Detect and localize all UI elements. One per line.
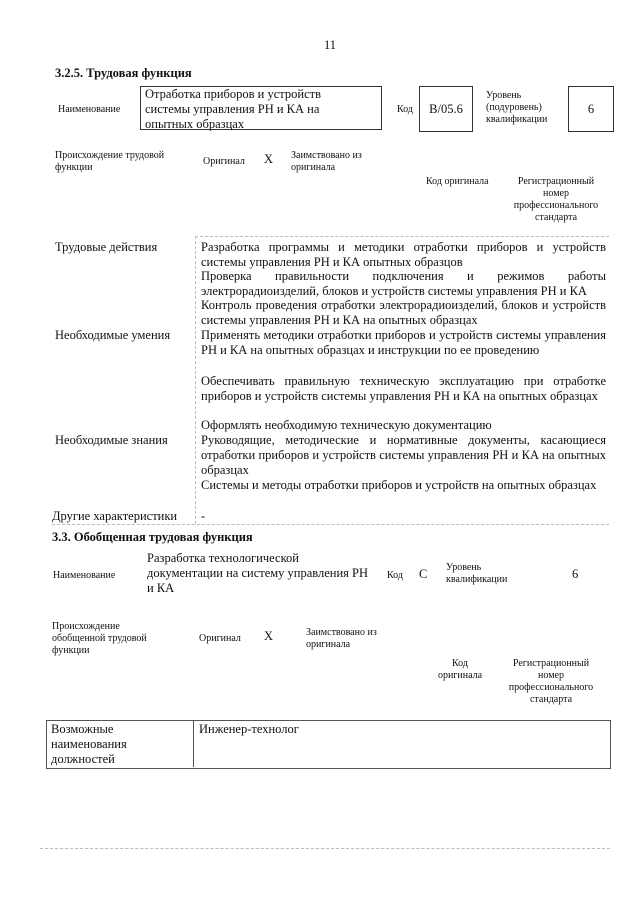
skill-item: Оформлять необходимую техническую документацию <box>201 418 492 432</box>
section-325-heading: 3.2.5. Трудовая функция <box>55 66 192 80</box>
code-label-325: Код <box>397 104 413 115</box>
code-label-33: Код <box>387 570 403 581</box>
original-mark-33: X <box>264 629 274 643</box>
code-value-325: B/05.6 <box>419 86 473 132</box>
labor-action-item: Разработка программы и методики отработки приборов и устройств системы управления РН и КА опытных образцов <box>201 240 606 269</box>
knowledge-item: Руководящие, методические и нормативные документы, касающиеся отработки приборов и устройств системы управления РН и КА на опытных образцах <box>201 433 606 477</box>
level-label-325: Уровень (подуровень) квалификации <box>486 90 548 125</box>
positions-value: Инженер-технолог <box>199 722 299 736</box>
reg-number-label-325: Регистрационный номер профессионального стандарта <box>513 176 599 223</box>
code-original-label-325: Код оригинала <box>426 176 489 187</box>
name-value-325: Отработка приборов и устройств системы управления РН и КА на опытных образцах <box>145 87 322 131</box>
level-value-33: 6 <box>572 567 579 581</box>
labor-actions-label: Трудовые действия <box>55 240 158 254</box>
level-value-325: 6 <box>568 86 614 132</box>
labor-action-item: Контроль проведения отработки электрорадиоизделий, блоков и устройств системы управления РН и КА на опытных образцах <box>201 298 606 327</box>
name-label-325: Наименование <box>58 104 121 115</box>
skills-label: Необходимые умения <box>55 328 171 342</box>
other-characteristics-value: - <box>201 509 206 523</box>
knowledge-item: Системы и методы отработки приборов и устройств на опытных образцах <box>201 478 597 492</box>
name-label-33: Наименование <box>53 570 116 581</box>
section-33-heading: 3.3. Обобщенная трудовая функция <box>52 530 253 544</box>
code-original-label-33: Код оригинала <box>437 658 483 681</box>
original-label-33: Оригинал <box>199 633 241 644</box>
positions-label: Возможные наименования должностей <box>51 722 127 766</box>
skill-item: Применять методики отработки приборов и устройств системы управления РН и КА на опытных образцах и инструкции по ее проведению <box>201 328 606 357</box>
name-value-box-325 <box>140 86 382 130</box>
code-value-33: C <box>419 567 428 581</box>
original-label-325: Оригинал <box>203 156 245 167</box>
other-characteristics-label: Другие характеристики <box>52 509 178 523</box>
origin-label-325: Происхождение трудовой функции <box>55 150 165 173</box>
level-label-33: Уровень квалификации <box>446 562 508 585</box>
borrowed-label-325: Заимствовано из оригинала <box>291 150 362 173</box>
origin-label-33: Происхождение обобщенной трудовой функции <box>52 621 147 656</box>
knowledge-label: Необходимые знания <box>55 433 168 447</box>
name-value-33: Разработка технологической документации на систему управления РН и КА <box>147 551 369 595</box>
reg-number-label-33: Регистрационный номер профессионального стандарта <box>508 658 594 705</box>
original-mark-325: X <box>264 152 274 166</box>
skill-item: Обеспечивать правильную техническую эксплуатацию при отработке приборов и устройств системы управления РН и КА на опытных образцах <box>201 374 606 403</box>
page-number: 11 <box>323 38 337 52</box>
labor-action-item: Проверка правильности подключения и режимов работы электрорадиоизделий, блоков и устройств системы управления РН и КА <box>201 269 606 298</box>
borrowed-label-33: Заимствовано из оригинала <box>306 627 377 650</box>
